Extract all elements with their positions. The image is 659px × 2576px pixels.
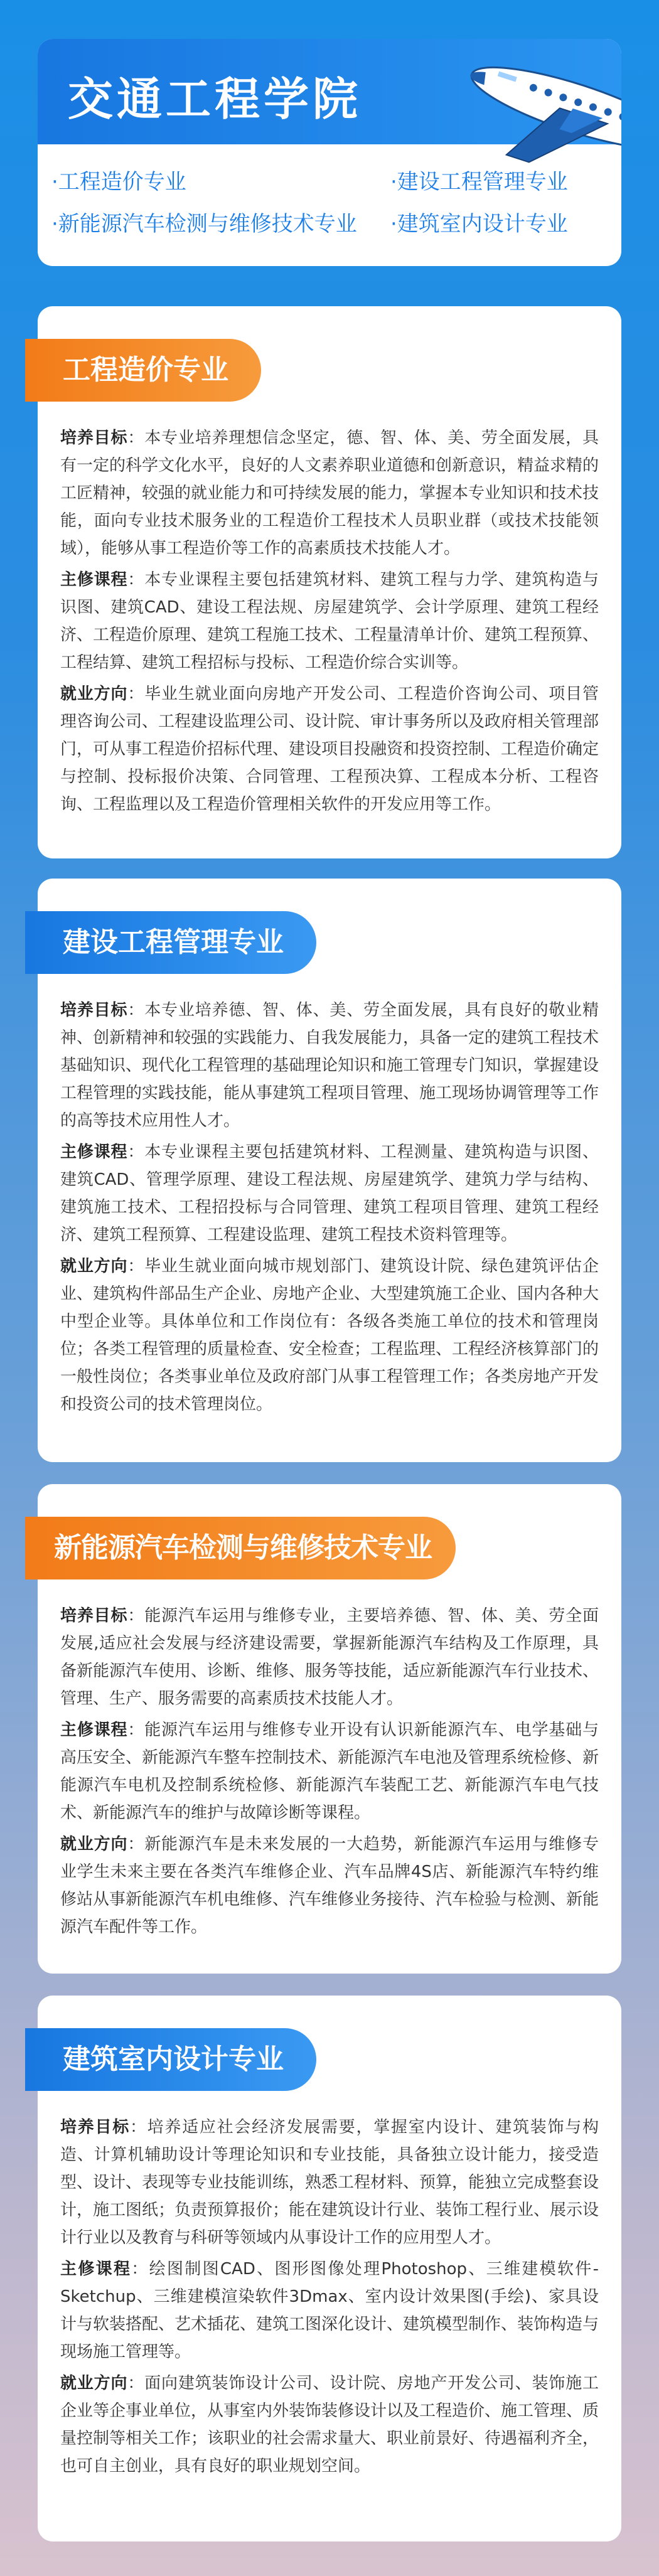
section-body bbox=[60, 2114, 599, 2484]
section-card-interior-design bbox=[38, 1996, 621, 2541]
paragraph-courses: 主修课程：绘图制图CAD、图形图像处理Photoshop、三维建模软件-Sketchup、三维建模渲染软件3Dmax、室内设计效果图(手绘)、家具设计与软装搭配、艺术插花、建筑工图深化设计、建筑模型制作、装饰构造与现场施工管理等。 bbox=[60, 2260, 599, 2361]
major-list-item: ·建筑室内设计专业 bbox=[390, 211, 568, 237]
section-body bbox=[60, 1602, 599, 1945]
major-list-item: ·工程造价专业 bbox=[51, 169, 186, 195]
paragraph-career: 就业方向：毕业生就业面向房地产开发公司、工程造价咨询公司、项目管理咨询公司、工程建设监理公司、设计院、审计事务所以及政府相关管理部门，可从事工程造价招标代理、建设项目投融资和投资控制、工程造价确定与控制、投标报价决策、合同管理、工程预决算、工程成本分析、工程咨询、工程监理以及工程造价管理相关软件的开发应用等工作。 bbox=[60, 685, 599, 814]
paragraph-goal: 培养目标：能源汽车运用与维修专业，主要培养德、智、体、美、劳全面发展,适应社会发展与经济建设需要，掌握新能源汽车结构及工作原理，具备新能源汽车使用、诊断、维修、服务等技能，适应新能源汽车行业技术、管理、生产、服务需要的高素质技术技能人才。 bbox=[60, 1606, 599, 1708]
section-body bbox=[60, 997, 599, 1422]
paragraph-goal: 培养目标：本专业培养德、智、体、美、劳全面发展，具有良好的敬业精神、创新精神和较强的实践能力、自我发展能力，具备一定的建筑工程技术基础知识、现代化工程管理的基础理论知识和施工管理专门知识，掌握建设工程管理的实践技能，能从事建筑工程项目管理、施工现场协调管理等工作的高等技术应用性人才。 bbox=[60, 1001, 599, 1130]
major-list bbox=[51, 164, 610, 237]
section-card-new-energy-vehicle bbox=[38, 1484, 621, 1974]
major-list-item: ·建设工程管理专业 bbox=[390, 169, 568, 195]
section-title: 新能源汽车检测与维修技术专业 bbox=[25, 1517, 456, 1579]
paragraph-goal: 培养目标：培养适应社会经济发展需要，掌握室内设计、建筑装饰与构造、计算机辅助设计等理论知识和专业技能，具备独立设计能力，接受造型、设计、表现等专业技能训练，熟悉工程材料、预算，能独立完成整套设计，施工图纸；负责预算报价；能在建筑设计行业、装饰工程行业、展示设计行业以及教育与科研等领域内从事设计工作的应用型人才。 bbox=[60, 2118, 599, 2247]
major-list-item: ·新能源汽车检测与维修技术专业 bbox=[51, 211, 357, 237]
header-card bbox=[38, 39, 621, 266]
section-title: 建筑室内设计专业 bbox=[25, 2028, 316, 2091]
paragraph-courses: 主修课程：本专业课程主要包括建筑材料、工程测量、建筑构造与识图、建筑CAD、管理学原理、建设工程法规、房屋建筑学、建筑力学与结构、建筑施工技术、工程招投标与合同管理、建筑工程项目管理、建筑工程经济、建筑工程预算、工程建设监理、建筑工程技术资料管理等。 bbox=[60, 1143, 599, 1244]
section-title: 工程造价专业 bbox=[25, 339, 261, 402]
paragraph-career: 就业方向：毕业生就业面向城市规划部门、建筑设计院、绿色建筑评估企业、建筑构件部品生产企业、房地产企业、大型建筑施工企业、国内各种大中型企业等。具体单位和工作岗位有：各级各类施工单位的技术和管理岗位；各类工程管理的质量检查、安全检查；工程监理、工程经济核算部门的一般性岗位；各类事业单位及政府部门从事工程管理工作；各类房地产开发和投资公司的技术管理岗位。 bbox=[60, 1257, 599, 1414]
section-card-cost-engineering bbox=[38, 306, 621, 858]
section-card-construction-management bbox=[38, 879, 621, 1462]
paragraph-courses: 主修课程：能源汽车运用与维修专业开设有认识新能源汽车、电学基础与高压安全、新能源汽车整车控制技术、新能源汽车电池及管理系统检修、新能源汽车电机及控制系统检修、新能源汽车装配工艺、新能源汽车电气技术、新能源汽车的维护与故障诊断等课程。 bbox=[60, 1721, 599, 1822]
college-title: 交通工程学院 bbox=[68, 73, 362, 126]
section-title: 建设工程管理专业 bbox=[25, 911, 316, 974]
paragraph-goal: 培养目标：本专业培养理想信念坚定，德、智、体、美、劳全面发展，具有一定的科学文化水平，良好的人文素养职业道德和创新意识，精益求精的工匠精神，较强的就业能力和可持续发展的能力，掌握本专业知识和技术技能，面向专业技术服务业的工程造价工程技术人员职业群（或技术技能领域），能够从事工程造价等工作的高素质技术技能人才。 bbox=[60, 429, 599, 558]
section-body bbox=[60, 424, 599, 822]
paragraph-career: 就业方向：面向建筑装饰设计公司、设计院、房地产开发公司、装饰施工企业等企事业单位，从事室内外装饰装修设计以及工程造价、施工管理、质量控制等相关工作；该职业的社会需求量大、职业前景好、待遇福利齐全，也可自主创业，具有良好的职业规划空间。 bbox=[60, 2374, 599, 2476]
paragraph-career: 就业方向：新能源汽车是未来发展的一大趋势，新能源汽车运用与维修专业学生未来主要在各类汽车维修企业、汽车品牌4S店、新能源汽车特约维修站从事新能源汽车机电维修、汽车维修业务接待、汽车检验与检测、新能源汽车配件等工作。 bbox=[60, 1835, 599, 1937]
paragraph-courses: 主修课程：本专业课程主要包括建筑材料、建筑工程与力学、建筑构造与识图、建筑CAD、建设工程法规、房屋建筑学、会计学原理、建筑工程经济、工程造价原理、建筑工程施工技术、工程量清单计价、建筑工程预算、工程结算、建筑工程招标与投标、工程造价综合实训等。 bbox=[60, 570, 599, 672]
